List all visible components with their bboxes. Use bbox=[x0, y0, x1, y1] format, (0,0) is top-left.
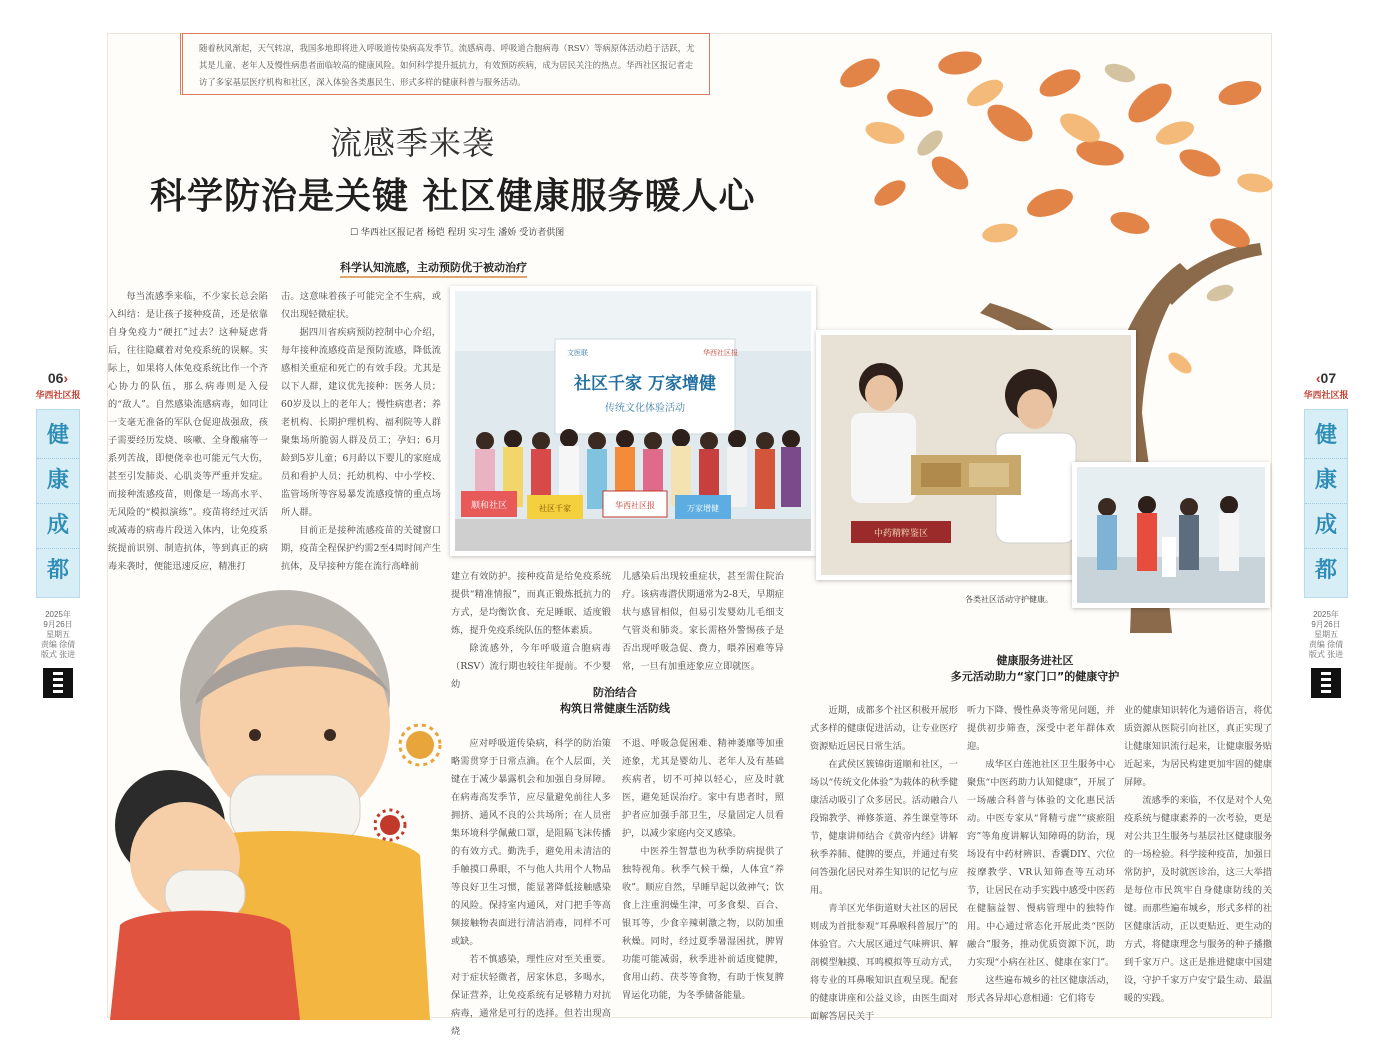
page-number: 06› bbox=[47, 370, 69, 386]
section-1-column-3: 建立有效防护。接种疫苗是给免疫系统提供“精准情报”，而真正锻炼抵抗力的方式，是均衡饮食、充足睡眠、适度锻炼，提升免疫系统队伍的整体素质。 除流感外，今年呼吸道合胞病毒（RSV）流行期也较往年提前。不少婴幼 bbox=[451, 571, 611, 690]
paper-name: 华西社区报 bbox=[35, 390, 81, 400]
issue-meta: 2025年 9月26日 星期五 责编 徐倩 版式 张进 bbox=[40, 610, 76, 659]
svg-text:社区千家: 社区千家 bbox=[539, 504, 571, 513]
section-char: 都 bbox=[1314, 558, 1337, 583]
section-3-title: 健康服务进社区 多元活动助力“家门口”的健康守护 bbox=[950, 654, 1120, 683]
section-name bbox=[1304, 409, 1348, 598]
section-char: 健 bbox=[37, 414, 79, 459]
svg-text:华西社区报: 华西社区报 bbox=[615, 501, 655, 510]
page-number: ‹07 bbox=[1315, 370, 1337, 386]
svg-text:文医联: 文医联 bbox=[567, 349, 588, 357]
kicker-title: 流感季来袭 bbox=[330, 124, 496, 162]
qr-code-icon bbox=[43, 668, 73, 698]
page-title: 科学防治是关键 社区健康服务暖人心 bbox=[150, 176, 756, 217]
masked-family-illustration bbox=[100, 585, 450, 1020]
section-3-column-1: 近期，成都多个社区积极开展形式多样的健康促进活动，让专业医疗资源贴近居民日常生活。 在武侯区簇锦街道顺和社区，一场以“传统文化体验”为载体的秋季健康活动吸引了众多居民。活动融合八段锦教学、禅修茶道、养生课堂等环节，健康讲师结合《黄帝内经》讲解秋季养肺、健脾的要点，并通过有奖问答强化居民对养生知识的记忆与应用。 青羊区光华街道财大社区的居民则成为首批参观“耳鼻喉科普展厅”的体验官。六大展区通过气味辨识、解剖模型触摸、耳鸣模拟等互动方式，将专业的耳鼻喉知识直观呈现。配套的健康讲座和公益义诊，由医生面对面解答居民关于 bbox=[810, 705, 958, 1022]
section-3-column-3: 业的健康知识转化为通俗语言，将优质资源从医院引向社区，真正实现了让健康知识流行起来，让健康服务贴近起来，为居民构建更加牢固的健康屏障。 流感季的来临，不仅是对个人免疫系统与健康素养的一次考验，更是对公共卫生服务与基层社区健康服务的一场检验。科学接种疫苗，加强日常防护，及时就医诊治，这三大举措是每位市民筑牢自身健康防线的关键。而那些遍布城乡，形式多样的社区健康活动，正以更贴近、更生动的方式，将健康理念与服务的种子播撒到千家万户。这正是推进健康中国建设，守护千家万户安宁最生动、最温暖的实践。 bbox=[1124, 705, 1272, 1004]
svg-text:顺和社区: 顺和社区 bbox=[470, 501, 508, 511]
right-page-marker bbox=[1302, 370, 1350, 698]
group-photo bbox=[450, 286, 816, 556]
exhibit-image bbox=[1077, 467, 1265, 603]
section-char: 成 bbox=[37, 504, 79, 549]
section-char: 健 bbox=[1305, 414, 1347, 459]
section-1-title: 科学认知流感，主动预防优于被动治疗 bbox=[340, 259, 527, 278]
exhibit-photo bbox=[1072, 462, 1270, 608]
section-char: 都 bbox=[46, 558, 69, 583]
svg-text:社区千家 万家增健: 社区千家 万家增健 bbox=[574, 374, 716, 394]
section-1-column-1: 每当流感季来临，不少家长总会陷入纠结：是让孩子接种疫苗，还是依靠自身免疫力“硬扛”过去？这种疑虑背后，往往隐藏着对免疫系统的误解。实际上，如果将人体免疫系统比作一个齐心协力的队伍，那么病毒则是入侵的“敌人”。自然感染流感病毒，如同让一支毫无准备的军队仓促迎战强敌，孩子需要经历发烧、咳嗽、全身酸痛等一系列苦战，即便侥幸也可能元气大伤，甚至引发肺炎、心肌炎等严重并发症。而接种流感疫苗，则像是一场高水平、无风险的“模拟演练”。疫苗将经过灭活或减毒的病毒片段送入体内，让免疫系统提前识别、制造抗体，等到真正的病毒来袭时，便能迅速反应，精准打 bbox=[108, 291, 268, 572]
byline: ☐ 华西社区报记者 杨铠 程玥 实习生 潘娇 受访者供图 bbox=[350, 228, 565, 238]
intro-box: 随着秋风渐起，天气转凉，我国多地即将进入呼吸道传染病高发季节。流感病毒、呼吸道合胞病毒（RSV）等病原体活动趋于活跃，尤其是儿童、老年人及慢性病患者面临较高的健康风险。如何科学提升抵抗力，有效预防疾病，成为居民关注的热点。华西社区报记者走访了多家基层医疗机构和社区，深入体验各类惠民生、形式多样的健康科普与服务活动。 bbox=[180, 33, 710, 95]
qr-code-icon bbox=[1311, 668, 1341, 698]
svg-text:万家增健: 万家增健 bbox=[687, 504, 719, 513]
section-char: 成 bbox=[1305, 504, 1347, 549]
section-name bbox=[36, 409, 80, 598]
left-page-marker bbox=[34, 370, 82, 698]
svg-text:华西社区报: 华西社区报 bbox=[703, 349, 738, 357]
group-photo-image bbox=[455, 291, 811, 551]
section-char: 康 bbox=[1305, 459, 1347, 504]
section-2-title: 防治结合 构筑日常健康生活防线 bbox=[560, 686, 670, 715]
section-2-column-1: 应对呼吸道传染病，科学的防治策略需贯穿于日常点滴。在个人层面，关键在于减少暴露机会和加强自身屏障。在病毒高发季节，应尽量避免前往人多拥挤、通风不良的公共场所；在人员密集环境科学佩戴口罩，是阻隔飞沫传播的有效方式。勤洗手，避免用未清洁的手触摸口鼻眼，不与他人共用个人物品等良好卫生习惯，能显著降低接触感染的风险。保持室内通风，对门把手等高频接触物表面进行清洁消毒，同样不可或缺。 若不慎感染，理性应对至关重要。对于症状轻微者，居家休息，多喝水，保证营养，让免疫系统有足够精力对抗病毒，通常是可行的选择。但若出现高烧 bbox=[451, 738, 611, 1037]
paper-name: 华西社区报 bbox=[1303, 390, 1349, 400]
issue-meta: 2025年 9月26日 星期五 责编 徐倩 版式 张进 bbox=[1308, 610, 1344, 659]
svg-text:中药精粹鉴区: 中药精粹鉴区 bbox=[873, 529, 929, 539]
section-char: 康 bbox=[37, 459, 79, 504]
svg-text:传统文化体验活动: 传统文化体验活动 bbox=[605, 403, 685, 414]
photo-caption: 各类社区活动守护健康。 bbox=[965, 595, 1053, 604]
section-1-column-2: 击。这意味着孩子可能完全不生病，或仅出现轻微症状。 据四川省疾病预防控制中心介绍，每年接种流感疫苗是预防流感，降低流感相关重症和死亡的有效手段。尤其是以下人群，建议优先接种：医务人员；60岁及以上的老年人；慢性病患者；养老机构、长期护理机构、福利院等人群聚集场所脆弱人群及员工；孕妇；6月龄到5岁儿童；6月龄以下婴儿的家庭成员和看护人员；托幼机构、中小学校、监管场所等容易暴发流感疫情的重点场所人群。 目前正是接种流感疫苗的关键窗口期，疫苗全程保护约需2至4周时间产生抗体，及早接种方能在流行高峰前 bbox=[281, 291, 441, 572]
section-3-column-2: 听力下降、慢性鼻炎等常见问题，并提供初步筛查，深受中老年群体欢迎。 成华区白莲池社区卫生服务中心聚焦“中医药助力认知健康”，开展了一场融合科普与体验的文化惠民活动。中医专家从“肾精亏虚”“痰瘀阻窍”等角度讲解认知障碍的防治，现场设有中药材辨识、香囊DIY、穴位按摩教学、VR认知筛查等互动环节，让居民在动手实践中感受中医药在健脑益智、慢病管理中的独特作用。中心通过常态化开展此类“医防融合”服务，推动优质资源下沉，助力实现“小病在社区、健康在家门”。 这些遍布城乡的社区健康活动，形式各异却心意相通：它们将专 bbox=[967, 705, 1115, 1004]
section-1-column-4: 儿感染后出现较重症状，甚至需住院治疗。该病毒潜伏期通常为2-8天，早期症状与感冒相似，但易引发婴幼儿毛细支气管炎和肺炎。家长需格外警惕孩子是否出现呼吸急促、费力，喂养困难等异常，一旦有加重迹象应立即就医。 bbox=[622, 571, 784, 672]
section-2-column-2: 不退、呼吸急促困难、精神萎靡等加重迹象，尤其是婴幼儿、老年人及有基础疾病者，切不可掉以轻心，应及时就医，避免延误治疗。家中有患者时，照护者应加强手部卫生，尽量固定人员看护，以减少家庭内交叉感染。 中医养生智慧也为秋季防病提供了独特视角。秋季气候干燥，人体宜“养收”。顺应自然，早睡早起以敛神气；饮食上注重润燥生津，可多食梨、百合、银耳等，少食辛辣刺激之物，以防加重秋燥。同时，经过夏季暑湿困扰，脾胃功能可能减弱，秋季进补前适度健脾，食用山药、茯苓等食物，有助于恢复脾胃运化功能，为冬季储备能量。 bbox=[622, 738, 784, 1001]
